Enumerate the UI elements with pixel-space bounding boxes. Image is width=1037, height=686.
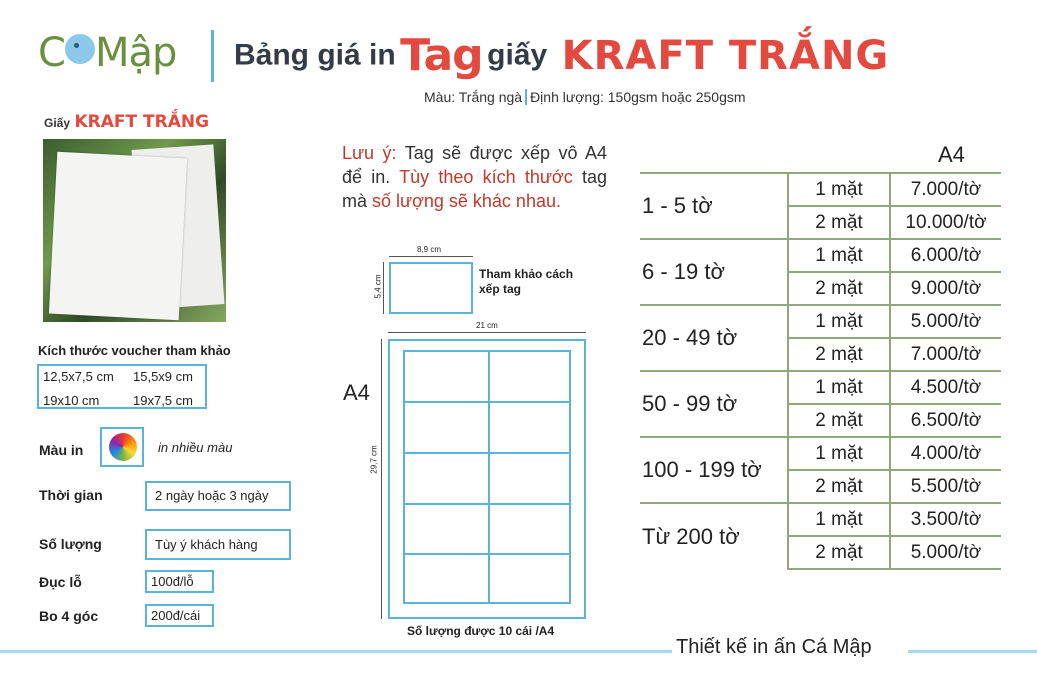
note-text-2: tag mà <box>342 167 607 211</box>
side-label: 1 mặt <box>788 173 890 206</box>
subtitle-separator <box>525 89 527 105</box>
price-table-header: A4 <box>938 142 965 167</box>
price-value: 9.000/tờ <box>890 272 1001 305</box>
logo-text-right: Mập <box>94 30 177 76</box>
paper-label-small: Giấy <box>44 116 71 130</box>
side-label: 1 mặt <box>788 239 890 272</box>
price-value: 5.000/tờ <box>890 536 1001 569</box>
color-wheel-box <box>100 427 144 467</box>
tag-grid <box>403 350 571 604</box>
price-value: 10.000/tờ <box>890 206 1001 239</box>
side-label: 1 mặt <box>788 503 890 536</box>
brand-logo <box>38 30 176 76</box>
size-item: 19x7,5 cm <box>133 393 193 408</box>
quantity-value: Tùy ý khách hàng <box>145 529 291 560</box>
side-label: 2 mặt <box>788 536 890 569</box>
layout-note <box>342 141 607 213</box>
price-row <box>640 437 1001 470</box>
paper-label-big: KRAFT TRẮNG <box>74 112 210 132</box>
price-row <box>640 503 1001 536</box>
a4-height-line <box>381 339 382 619</box>
price-value: 3.500/tờ <box>890 503 1001 536</box>
a4-sheet <box>388 339 586 619</box>
title-part4: KRAFT TRẮNG <box>561 32 890 79</box>
grid-divider <box>405 452 569 454</box>
a4-width-label: 21 cm <box>476 321 498 330</box>
price-row <box>640 305 1001 338</box>
page-title <box>234 30 889 86</box>
footer-text: Thiết kế in ấn Cá Mập <box>676 636 872 658</box>
quantity-range: 6 - 19 tờ <box>640 239 788 305</box>
grid-divider <box>405 503 569 505</box>
note-text-1: Tag sẽ được xếp vô A4 để in. <box>342 143 607 187</box>
fish-icon <box>65 34 95 64</box>
price-value: 7.000/tờ <box>890 338 1001 371</box>
side-label: 2 mặt <box>788 338 890 371</box>
paper-sheet-front <box>49 152 187 321</box>
price-value: 5.500/tờ <box>890 470 1001 503</box>
note-red-1: Lưu ý: <box>342 143 397 163</box>
side-label: 2 mặt <box>788 206 890 239</box>
footer-line <box>0 650 672 653</box>
a4-height-label: 29,7 cm <box>369 445 379 474</box>
quantity-range: 1 - 5 tờ <box>640 173 788 239</box>
title-part1: Bảng giá in <box>234 38 396 72</box>
a4-label: A4 <box>343 380 370 405</box>
title-part3: giấy <box>487 38 548 72</box>
tag-height-label: 5,4 cm <box>373 274 383 299</box>
side-label: 1 mặt <box>788 305 890 338</box>
quantity-label: Số lượng <box>39 536 102 552</box>
reference-text: Tham khảo cách xếp tag <box>479 267 574 296</box>
grid-divider <box>405 553 569 555</box>
side-label: 1 mặt <box>788 437 890 470</box>
tag-sample <box>389 262 473 314</box>
quantity-range: 100 - 199 tờ <box>640 437 788 503</box>
price-value: 6.500/tờ <box>890 404 1001 437</box>
time-value: 2 ngày hoặc 3 ngày <box>145 481 291 511</box>
size-item: 12,5x7,5 cm <box>43 369 114 384</box>
sizes-box <box>37 364 207 409</box>
size-item: 19x10 cm <box>43 393 100 408</box>
note-red-3: số lượng sẽ khác nhau. <box>372 191 561 211</box>
corner-value: 200đ/cái <box>145 604 214 627</box>
size-item: 15,5x9 cm <box>133 369 193 384</box>
tag-width-line <box>389 256 473 257</box>
logo-text-left: C <box>38 30 65 76</box>
subtitle-weight: Định lượng: 150gsm hoặc 250gsm <box>530 89 746 105</box>
per-sheet-text: Số lượng được 10 cái /A4 <box>407 624 555 638</box>
price-value: 7.000/tờ <box>890 173 1001 206</box>
grid-divider <box>405 401 569 403</box>
side-label: 2 mặt <box>788 272 890 305</box>
side-label: 2 mặt <box>788 404 890 437</box>
punch-label: Đục lỗ <box>39 574 82 590</box>
note-red-2: Tùy theo kích thước <box>399 167 573 187</box>
side-label: 1 mặt <box>788 371 890 404</box>
paper-label <box>44 112 209 132</box>
side-label: 2 mặt <box>788 470 890 503</box>
price-value: 4.500/tờ <box>890 371 1001 404</box>
tag-height-line <box>383 262 384 314</box>
price-value: 4.000/tờ <box>890 437 1001 470</box>
punch-value: 100đ/lỗ <box>145 570 214 593</box>
title-part2: Tag <box>400 30 483 81</box>
tag-width-label: 8,9 cm <box>417 245 442 254</box>
quantity-range: Từ 200 tờ <box>640 503 788 569</box>
color-value: in nhiều màu <box>158 440 233 455</box>
grid-divider <box>488 352 490 602</box>
footer-line <box>908 650 1037 653</box>
time-label: Thời gian <box>39 487 103 503</box>
a4-width-line <box>388 332 586 333</box>
color-wheel-icon <box>109 433 137 461</box>
price-row <box>640 371 1001 404</box>
paper-photo <box>43 139 226 322</box>
quantity-range: 20 - 49 tờ <box>640 305 788 371</box>
quantity-range: 50 - 99 tờ <box>640 371 788 437</box>
subtitle-color: Màu: Trắng ngà <box>424 89 523 105</box>
price-row <box>640 173 1001 206</box>
price-value: 6.000/tờ <box>890 239 1001 272</box>
price-value: 5.000/tờ <box>890 305 1001 338</box>
page-subtitle <box>424 89 746 105</box>
corner-label: Bo 4 góc <box>39 608 99 624</box>
price-row <box>640 239 1001 272</box>
color-label: Màu in <box>39 442 84 458</box>
header-divider <box>211 30 214 82</box>
sizes-title: Kích thước voucher tham khảo <box>38 343 231 358</box>
price-table <box>640 172 1001 570</box>
